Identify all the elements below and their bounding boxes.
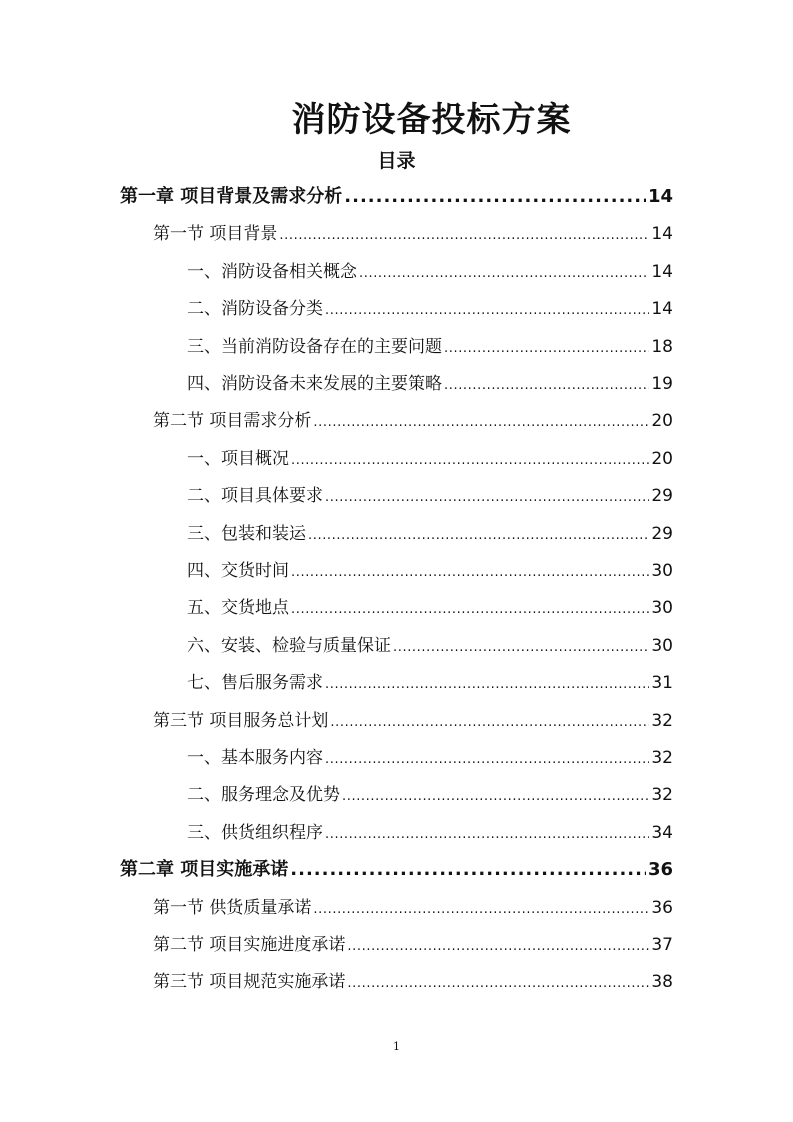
toc-entry-page: 14 xyxy=(647,186,673,207)
toc-leader-dots xyxy=(325,827,649,842)
toc-section-entry[interactable] xyxy=(153,967,673,992)
toc-leader-dots xyxy=(347,976,649,991)
toc-leader-dots xyxy=(344,186,646,207)
toc-section-entry[interactable] xyxy=(153,219,673,244)
toc-leader-dots xyxy=(444,341,649,356)
toc-subsection-entry[interactable] xyxy=(187,257,673,282)
toc-entry-page: 19 xyxy=(651,374,673,394)
toc-leader-dots xyxy=(313,902,649,917)
toc-leader-dots xyxy=(325,303,649,318)
toc-leader-dots xyxy=(444,378,649,393)
toc-entry-label: 二、服务理念及优势 xyxy=(187,785,340,806)
toc-entry-page: 38 xyxy=(651,972,673,993)
toc-leader-dots xyxy=(347,939,649,954)
toc-entry-page: 14 xyxy=(651,299,673,320)
toc-subsection-entry[interactable] xyxy=(187,369,673,394)
toc-entry-label: 第一章 项目背景及需求分析 xyxy=(120,186,343,207)
toc-leader-dots xyxy=(290,859,646,880)
toc-entry-page: 14 xyxy=(651,261,673,282)
toc-entry-label: 一、基本服务内容 xyxy=(187,748,323,768)
toc-leader-dots xyxy=(330,715,649,730)
toc-entry-page: 29 xyxy=(651,486,673,507)
toc-entry-page: 34 xyxy=(651,822,673,843)
toc-entry-page: 32 xyxy=(651,785,673,806)
toc-leader-dots xyxy=(291,602,649,617)
toc-section-entry[interactable] xyxy=(153,706,673,731)
toc-subsection-entry[interactable] xyxy=(187,481,673,506)
toc-leader-dots xyxy=(279,228,649,243)
toc-leader-dots xyxy=(325,677,649,692)
toc-leader-dots xyxy=(291,453,649,468)
toc-entry-label: 五、交货地点 xyxy=(187,598,289,619)
toc-leader-dots xyxy=(308,528,649,543)
toc-leader-dots xyxy=(291,565,649,580)
toc-section-entry[interactable] xyxy=(153,893,673,918)
toc-subsection-entry[interactable] xyxy=(187,332,673,357)
toc-entry-label: 第二章 项目实施承诺 xyxy=(120,859,289,881)
toc-subsection-entry[interactable] xyxy=(187,444,673,469)
toc-entry-label: 六、安装、检验与质量保证 xyxy=(187,635,391,656)
toc-entry-page: 20 xyxy=(651,448,673,469)
toc-leader-dots xyxy=(325,490,649,505)
toc-entry-label: 四、交货时间 xyxy=(187,561,289,581)
toc-section-entry[interactable] xyxy=(153,930,673,955)
toc-leader-dots xyxy=(313,415,649,430)
toc-section-entry[interactable] xyxy=(153,406,673,431)
toc-entry-page: 14 xyxy=(651,224,673,245)
toc-chapter-entry[interactable] xyxy=(120,182,673,208)
toc-entry-label: 三、包装和装运 xyxy=(187,523,306,544)
toc-entry-page: 29 xyxy=(651,523,673,544)
toc-entry-label: 第一节 供货质量承诺 xyxy=(153,897,312,918)
toc-entry-label: 第二节 项目需求分析 xyxy=(153,411,312,432)
toc-entry-label: 三、供货组织程序 xyxy=(187,822,323,843)
toc-leader-dots xyxy=(393,640,649,655)
toc-entry-page: 36 xyxy=(651,897,673,918)
toc-subsection-entry[interactable] xyxy=(187,668,673,693)
toc-leader-dots xyxy=(342,789,649,804)
toc-entry-page: 31 xyxy=(651,673,673,694)
toc-entry-page: 32 xyxy=(651,710,673,731)
toc-entry-page: 18 xyxy=(651,336,673,357)
toc-entry-label: 第二节 项目实施进度承诺 xyxy=(153,935,346,955)
toc-entry-label: 四、消防设备未来发展的主要策略 xyxy=(187,374,442,394)
toc-leader-dots xyxy=(359,266,649,281)
toc-chapter-entry[interactable] xyxy=(120,855,673,881)
toc-subsection-entry[interactable] xyxy=(187,818,673,843)
toc-entry-label: 二、消防设备分类 xyxy=(187,299,323,320)
toc-heading: 目录 xyxy=(377,150,416,172)
toc-entry-label: 一、项目概况 xyxy=(187,448,289,469)
toc-entry-label: 七、售后服务需求 xyxy=(187,673,323,694)
toc-subsection-entry[interactable] xyxy=(187,631,673,656)
page-number: 1 xyxy=(393,1040,400,1053)
toc-subsection-entry[interactable] xyxy=(187,519,673,544)
toc-entry-label: 第一节 项目背景 xyxy=(153,224,278,245)
toc-entry-label: 三、当前消防设备存在的主要问题 xyxy=(187,336,442,357)
toc-subsection-entry[interactable] xyxy=(187,780,673,805)
toc-subsection-entry[interactable] xyxy=(187,743,673,768)
toc-entry-page: 36 xyxy=(647,859,673,881)
toc-entry-page: 37 xyxy=(651,935,673,955)
toc-entry-label: 第三节 项目服务总计划 xyxy=(153,710,329,731)
toc-entry-label: 第三节 项目规范实施承诺 xyxy=(153,972,346,993)
toc-subsection-entry[interactable] xyxy=(187,294,673,319)
toc-entry-page: 30 xyxy=(651,635,673,656)
toc-entry-page: 32 xyxy=(651,748,673,768)
toc-subsection-entry[interactable] xyxy=(187,556,673,581)
toc-entry-label: 一、消防设备相关概念 xyxy=(187,261,357,282)
toc-entry-page: 30 xyxy=(651,598,673,619)
toc-entry-page: 20 xyxy=(651,411,673,432)
toc-subsection-entry[interactable] xyxy=(187,593,673,618)
toc-entry-label: 二、项目具体要求 xyxy=(187,486,323,507)
document-title: 消防设备投标方案 xyxy=(291,100,572,140)
toc-leader-dots xyxy=(325,752,649,767)
toc-entry-page: 30 xyxy=(651,561,673,581)
